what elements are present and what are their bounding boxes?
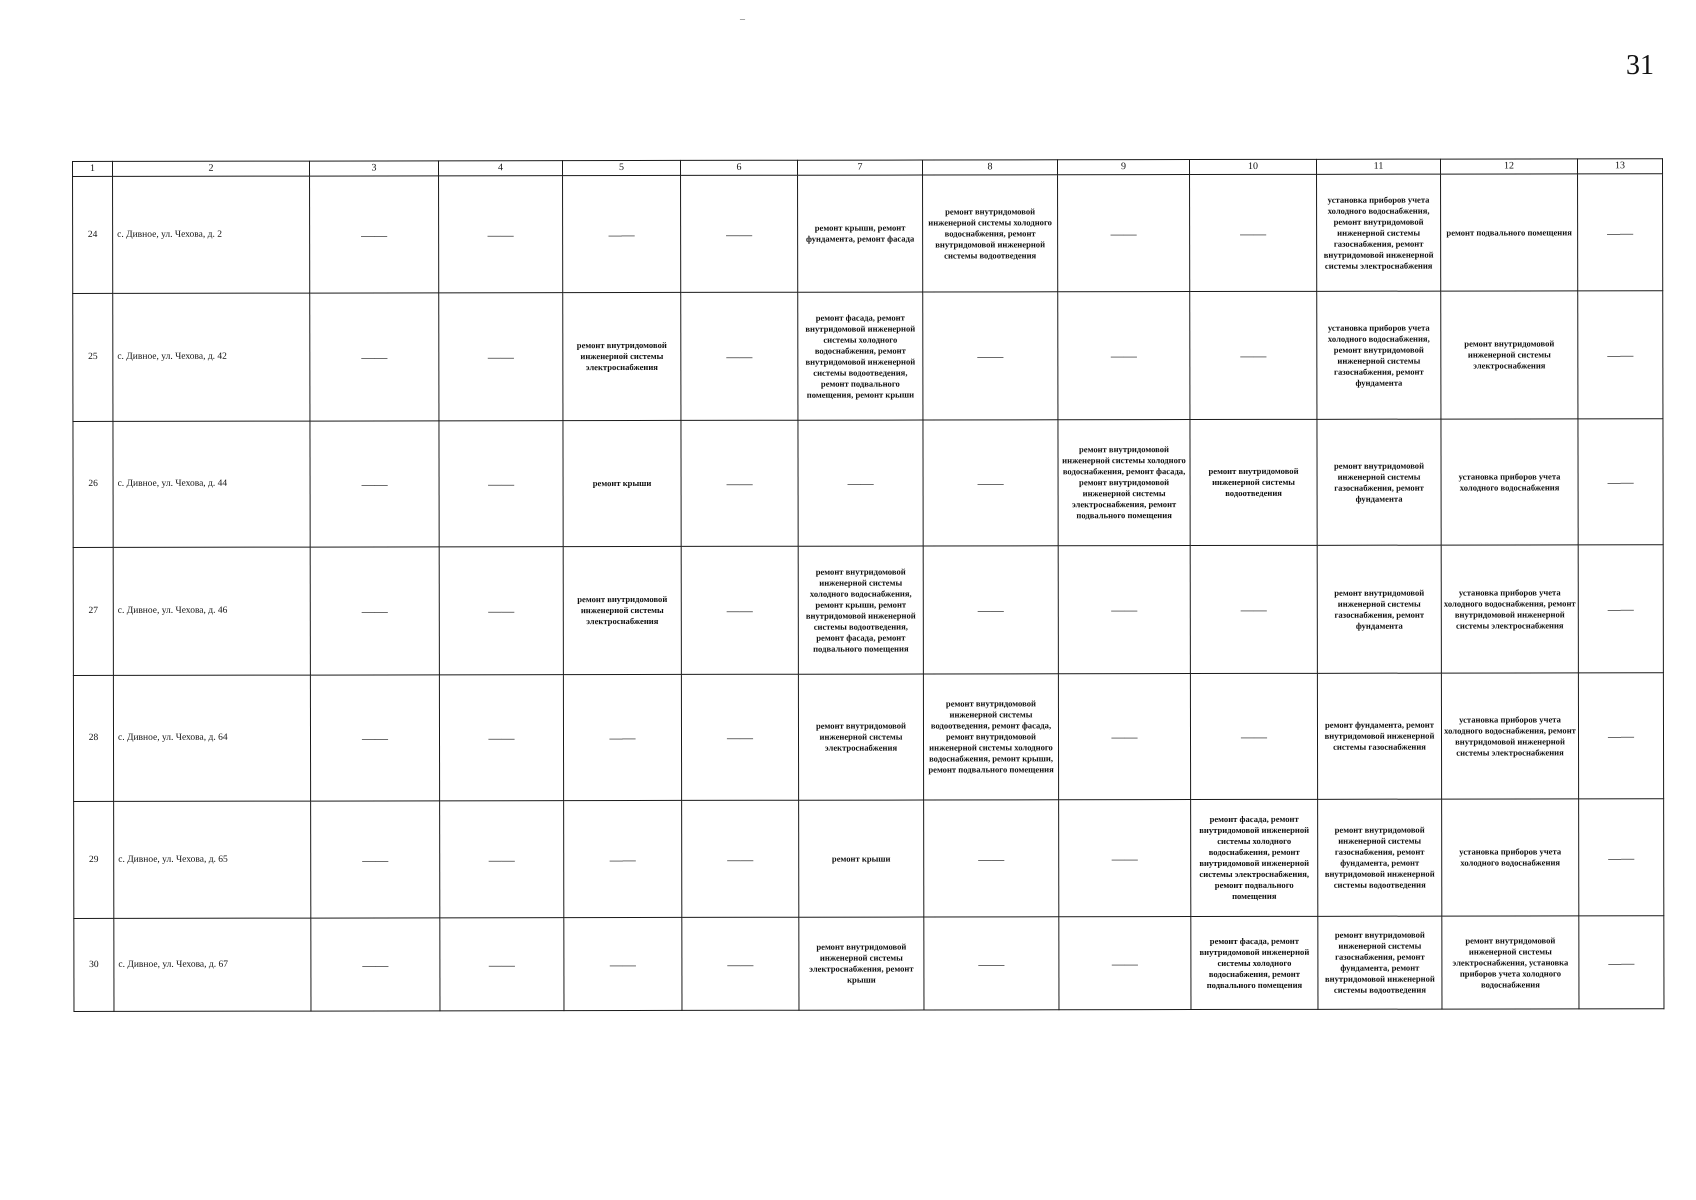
work-type-cell: ремонт внутридомовой инженерной системы электроснабжения	[798, 674, 923, 800]
empty-dash-cell: ——	[923, 546, 1058, 674]
repair-schedule-table-wrap	[72, 158, 1663, 1012]
work-type-cell: установка приборов учета холодного водоснабжения, ремонт внутридомовой инженерной системы электроснабжения	[1441, 545, 1578, 673]
row-number: 29	[74, 801, 114, 918]
work-type-cell: ремонт крыши, ремонт фундамента, ремонт фасада	[798, 175, 923, 292]
empty-dash-cell: ——	[923, 292, 1058, 420]
empty-dash-cell: ——	[563, 175, 681, 292]
table-row	[73, 174, 1663, 294]
empty-dash-cell: ——	[439, 293, 563, 421]
empty-dash-cell: ——	[440, 918, 564, 1011]
work-type-cell: ремонт внутридомовой инженерной системы холодного водоснабжения, ремонт крыши, ремонт внутридомовой инженерной системы водоотведения, ремонт фасада, ремонт подвального помещения	[798, 546, 923, 674]
address-cell: с. Дивное, ул. Чехова, д. 42	[113, 293, 310, 421]
table-row	[73, 673, 1663, 802]
empty-dash-cell: ——	[440, 801, 564, 918]
empty-dash-cell: ——	[310, 176, 439, 293]
work-type-cell: ремонт внутридомовой инженерной системы газоснабжения, ремонт фундамента, ремонт внутридомовой инженерной системы водоотведения	[1318, 916, 1442, 1009]
address-cell: с. Дивное, ул. Чехова, д. 64	[113, 675, 310, 801]
work-type-cell: ремонт внутридомовой инженерной системы водоотведения, ремонт фасада, ремонт внутридомовой инженерной системы холодного водоснабжения, ремонт крыши, ремонт подвального помещения	[923, 674, 1058, 800]
empty-dash-cell: ——	[1058, 292, 1190, 420]
table-row	[73, 419, 1663, 548]
empty-dash-cell: ——	[682, 800, 799, 917]
work-type-cell: ремонт внутридомовой инженерной системы электроснабжения, ремонт крыши	[799, 917, 924, 1010]
repair-schedule-table	[72, 158, 1664, 1012]
work-type-cell: ремонт внутридомовой инженерной системы холодного водоснабжения, ремонт внутридомовой инженерной системы водоотведения	[923, 175, 1058, 292]
empty-dash-cell: ——	[681, 674, 798, 800]
work-type-cell: ремонт внутридомовой инженерной системы водоотведения	[1190, 419, 1317, 545]
column-header: 6	[680, 160, 797, 175]
empty-dash-cell: ——	[439, 547, 563, 675]
column-header: 7	[797, 160, 922, 175]
column-header: 2	[113, 161, 310, 176]
empty-dash-cell: ——	[923, 420, 1058, 546]
empty-dash-cell: ——	[1578, 419, 1663, 545]
empty-dash-cell: ——	[1578, 174, 1663, 291]
empty-dash-cell: ——	[564, 800, 682, 917]
empty-dash-cell: ——	[563, 674, 681, 800]
empty-dash-cell: ——	[924, 800, 1059, 917]
empty-dash-cell: ——	[310, 293, 439, 421]
empty-dash-cell: ——	[681, 175, 798, 292]
row-number: 27	[73, 547, 113, 675]
scan-artifact-mark: –	[740, 14, 745, 25]
work-type-cell: ремонт внутридомовой инженерной системы электроснабжения	[563, 546, 681, 674]
address-cell: с. Дивное, ул. Чехова, д. 44	[113, 421, 310, 547]
work-type-cell: ремонт внутридомовой инженерной системы холодного водоснабжения, ремонт фасада, ремонт внутридомовой инженерной системы электроснабжения, ремонт подвального помещения	[1058, 420, 1190, 546]
empty-dash-cell: ——	[1058, 546, 1190, 674]
table-row	[73, 291, 1663, 422]
empty-dash-cell: ——	[1190, 545, 1317, 673]
work-type-cell: ремонт внутридомовой инженерной системы газоснабжения, ремонт фундамента	[1317, 419, 1441, 545]
empty-dash-cell: ——	[439, 176, 563, 293]
work-type-cell: ремонт крыши	[563, 420, 681, 546]
column-header: 13	[1577, 159, 1662, 174]
empty-dash-cell: ——	[681, 292, 798, 420]
empty-dash-cell: ——	[1578, 545, 1663, 673]
empty-dash-cell: ——	[1579, 916, 1664, 1009]
work-type-cell: ремонт подвального помещения	[1441, 174, 1578, 291]
work-type-cell: ремонт внутридомовой инженерной системы газоснабжения, ремонт фундамента	[1317, 545, 1441, 673]
empty-dash-cell: ——	[1059, 800, 1191, 917]
empty-dash-cell: ——	[310, 675, 439, 801]
work-type-cell: установка приборов учета холодного водоснабжения	[1441, 419, 1578, 545]
empty-dash-cell: ——	[1190, 174, 1317, 291]
column-header: 11	[1316, 159, 1440, 174]
work-type-cell: ремонт внутридомовой инженерной системы электроснабжения, установка приборов учета холодного водоснабжения	[1442, 916, 1579, 1009]
work-type-cell: установка приборов учета холодного водоснабжения, ремонт внутридомовой инженерной системы газоснабжения, ремонт фундамента	[1317, 291, 1441, 419]
page-number: 31	[1626, 50, 1654, 81]
empty-dash-cell: ——	[924, 917, 1059, 1010]
work-type-cell: ремонт фасада, ремонт внутридомовой инженерной системы холодного водоснабжения, ремонт подвального помещения	[1191, 916, 1318, 1009]
empty-dash-cell: ——	[310, 547, 439, 675]
work-type-cell: установка приборов учета холодного водоснабжения, ремонт внутридомовой инженерной системы электроснабжения	[1441, 673, 1578, 799]
table-row	[74, 799, 1664, 919]
work-type-cell: ремонт крыши	[799, 800, 924, 917]
work-type-cell: ремонт фасада, ремонт внутридомовой инженерной системы холодного водоснабжения, ремонт внутридомовой инженерной системы водоотведения, ремонт подвального помещения, ремонт крыши	[798, 292, 923, 420]
empty-dash-cell: ——	[681, 420, 798, 546]
empty-dash-cell: ——	[1190, 291, 1317, 419]
column-header: 4	[439, 161, 563, 176]
empty-dash-cell: ——	[682, 917, 799, 1010]
address-cell: с. Дивное, ул. Чехова, д. 46	[113, 547, 310, 675]
work-type-cell: ремонт внутридомовой инженерной системы электроснабжения	[1441, 291, 1578, 419]
empty-dash-cell: ——	[311, 801, 440, 918]
table-row	[73, 545, 1663, 676]
column-header: 12	[1440, 159, 1577, 174]
empty-dash-cell: ——	[439, 421, 563, 547]
address-cell: с. Дивное, ул. Чехова, д. 2	[113, 176, 310, 293]
column-header: 10	[1189, 159, 1316, 174]
empty-dash-cell: ——	[1058, 674, 1190, 800]
table-row	[74, 916, 1664, 1012]
column-header: 1	[73, 161, 113, 176]
row-number: 30	[74, 918, 114, 1011]
empty-dash-cell: ——	[1579, 799, 1664, 916]
work-type-cell: ремонт фундамента, ремонт внутридомовой инженерной системы газоснабжения	[1317, 673, 1441, 799]
row-number: 25	[73, 293, 113, 421]
address-cell: с. Дивное, ул. Чехова, д. 67	[114, 918, 311, 1011]
work-type-cell: ремонт внутридомовой инженерной системы электроснабжения	[563, 292, 681, 420]
row-number: 26	[73, 421, 113, 547]
column-header: 3	[310, 161, 439, 176]
column-header: 5	[563, 160, 681, 175]
empty-dash-cell: ——	[311, 918, 440, 1011]
table-body	[73, 174, 1664, 1012]
work-type-cell: установка приборов учета холодного водоснабжения, ремонт внутридомовой инженерной системы газоснабжения, ремонт внутридомовой инженерной системы электроснабжения	[1317, 174, 1441, 291]
empty-dash-cell: ——	[681, 546, 798, 674]
empty-dash-cell: ——	[1578, 291, 1663, 419]
empty-dash-cell: ——	[1578, 673, 1663, 799]
empty-dash-cell: ——	[439, 675, 563, 801]
empty-dash-cell: ——	[798, 420, 923, 546]
work-type-cell: ремонт внутридомовой инженерной системы газоснабжения, ремонт фундамента, ремонт внутридомовой инженерной системы водоотведения	[1318, 799, 1442, 916]
work-type-cell: ремонт фасада, ремонт внутридомовой инженерной системы холодного водоснабжения, ремонт внутридомовой инженерной системы электроснабжения, ремонт подвального помещения	[1191, 799, 1318, 916]
column-header: 8	[922, 160, 1057, 175]
column-header: 9	[1057, 160, 1189, 175]
empty-dash-cell: ——	[1058, 175, 1190, 292]
address-cell: с. Дивное, ул. Чехова, д. 65	[114, 801, 311, 918]
row-number: 28	[73, 675, 113, 801]
empty-dash-cell: ——	[310, 421, 439, 547]
empty-dash-cell: ——	[1059, 917, 1191, 1010]
empty-dash-cell: ——	[564, 917, 682, 1010]
row-number: 24	[73, 176, 113, 293]
work-type-cell: установка приборов учета холодного водоснабжения	[1442, 799, 1579, 916]
empty-dash-cell: ——	[1190, 673, 1317, 799]
